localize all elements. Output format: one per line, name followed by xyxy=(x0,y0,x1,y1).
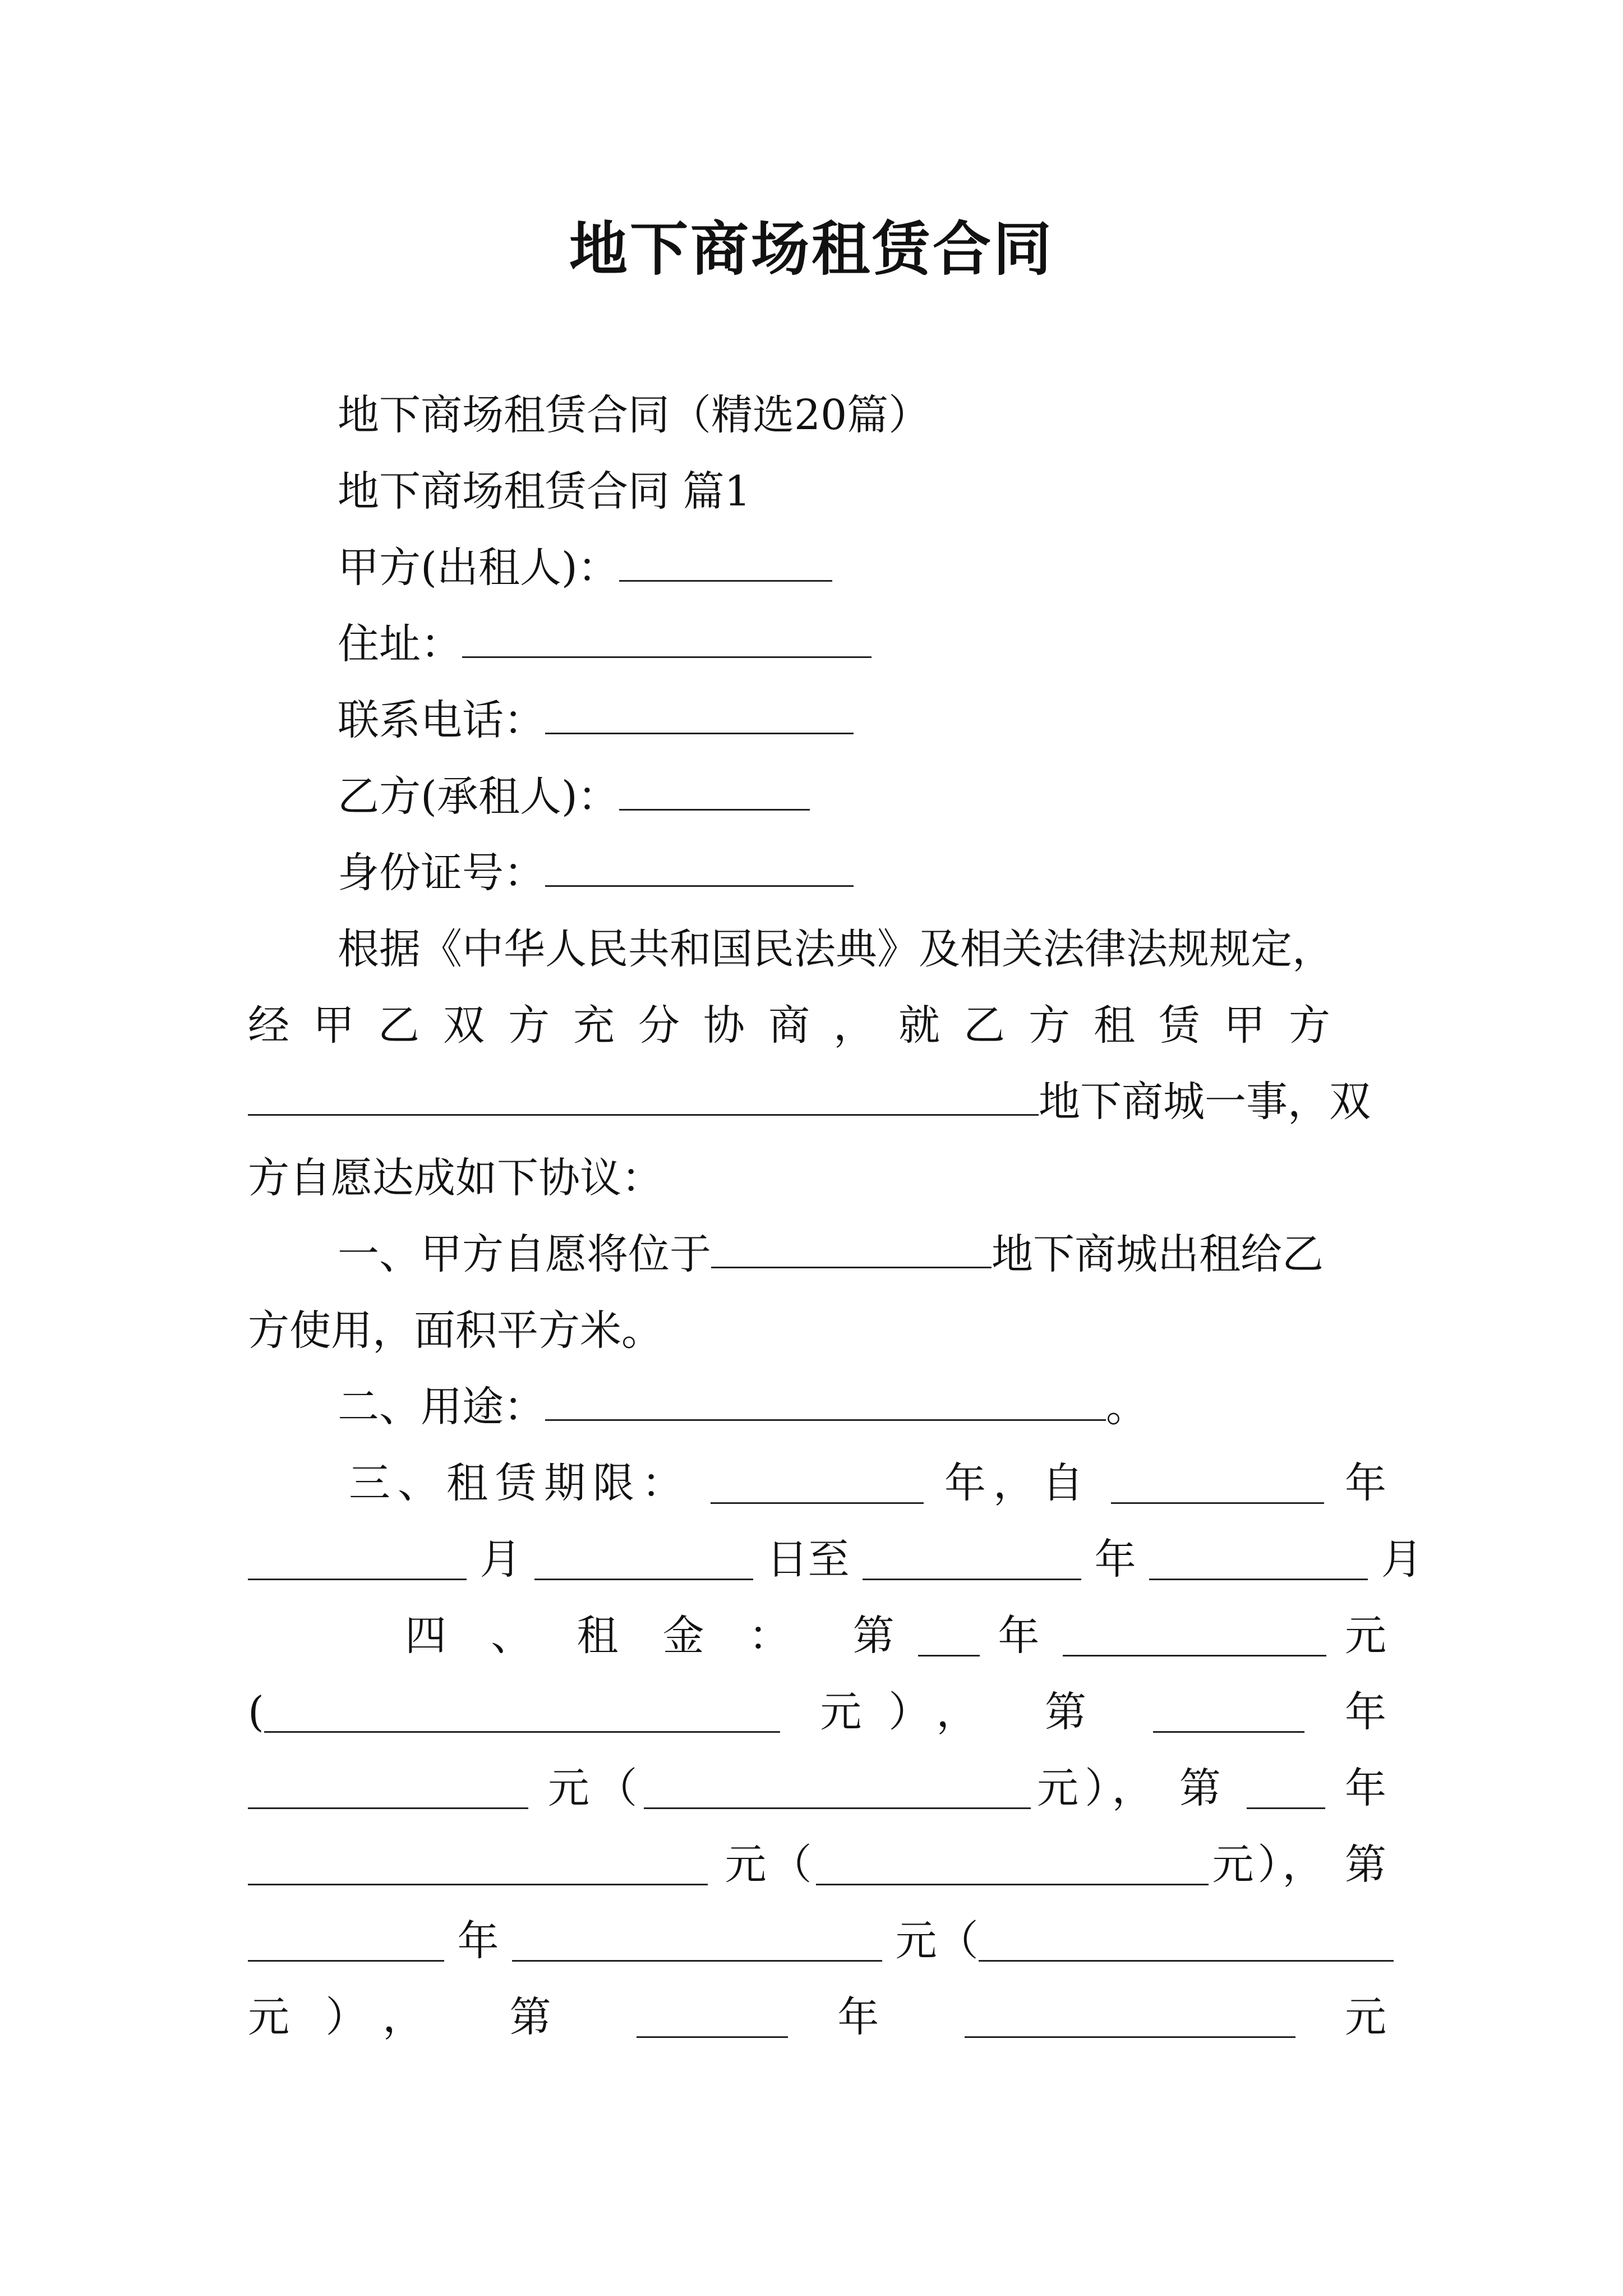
rent-amount-5-blank[interactable] xyxy=(965,1988,1295,2038)
rent-yuan-close-3: 元）， xyxy=(1208,1841,1328,1889)
clause-1-text-b: 地下商城出租给乙 xyxy=(992,1230,1324,1278)
party-b-blank[interactable] xyxy=(619,761,810,811)
rent-amount-1-blank[interactable] xyxy=(1063,1607,1326,1657)
intro-line-1 xyxy=(248,910,1386,988)
party-a-blank[interactable] xyxy=(619,532,832,582)
phone-line xyxy=(248,681,1386,760)
rent-yuan-2: 元 xyxy=(547,1764,596,1812)
clause-3-day-to: 日至 xyxy=(766,1535,850,1584)
location-blank[interactable] xyxy=(711,1218,992,1268)
rent-year-5-blank[interactable] xyxy=(637,1988,788,2038)
clause-3-label: 三、租赁期限： xyxy=(349,1459,690,1507)
rent-di-3: 第 xyxy=(1179,1764,1228,1812)
intro-text-3: 地下商城一事，双 xyxy=(1039,1078,1371,1126)
end-year-blank[interactable] xyxy=(863,1530,1081,1580)
clause-4-line-4 xyxy=(248,1825,1386,1904)
id-number-line xyxy=(248,834,1386,912)
rent-paren-1: ( xyxy=(248,1688,264,1736)
party-a-label: 甲方(出租人)： xyxy=(338,544,619,592)
document-subtitle xyxy=(248,376,1386,454)
address-blank[interactable] xyxy=(462,608,872,658)
clause-1-text-a: 一、甲方自愿将位于 xyxy=(338,1230,711,1278)
rent-yuan-close-2: 元）， xyxy=(1030,1764,1160,1812)
clause-4-line-1 xyxy=(248,1596,1386,1675)
rent-words-4-blank[interactable] xyxy=(979,1912,1394,1962)
rent-words-2-blank[interactable] xyxy=(644,1759,1031,1809)
intro-text-2: 经甲乙双方充分协商，就乙方租赁甲方 xyxy=(248,1001,1354,1050)
clause-4-line-6 xyxy=(248,1978,1386,2056)
rent-paren-3: （ xyxy=(770,1841,816,1889)
rent-yuan-1: 元 xyxy=(1344,1612,1386,1660)
id-number-label: 身份证号： xyxy=(338,849,545,897)
rent-di-4: 第 xyxy=(1345,1841,1386,1889)
clause-2-line xyxy=(248,1368,1386,1446)
address-label: 住址： xyxy=(338,620,462,668)
rent-words-3-blank[interactable] xyxy=(816,1835,1209,1885)
rent-di-5: 第 xyxy=(509,1993,588,2041)
document-title: 地下商场租赁合同 xyxy=(569,214,1054,283)
intro-line-2 xyxy=(248,986,1386,1065)
section-heading-text: 地下商场租赁合同 篇1 xyxy=(338,467,751,516)
party-b-label: 乙方(承租人)： xyxy=(338,772,619,821)
clause-4-label: 四、租金： xyxy=(405,1612,834,1660)
clause-3-year-1: 年 xyxy=(944,1459,993,1507)
rent-year-4-blank[interactable] xyxy=(248,1912,444,1962)
clause-4-line-2 xyxy=(248,1673,1386,1751)
rent-di-2: 第 xyxy=(1044,1688,1113,1736)
rent-yuan-close-1: 元）， xyxy=(820,1688,1005,1736)
rent-year-3-blank[interactable] xyxy=(1247,1759,1325,1809)
rent-yuan-close-4: 元）， xyxy=(248,1993,460,2041)
rent-words-1-blank[interactable] xyxy=(264,1683,780,1733)
rent-di-1: 第 xyxy=(852,1612,900,1660)
end-month-blank[interactable] xyxy=(1149,1530,1368,1580)
rent-year-5: 年 xyxy=(837,1993,915,2041)
clause-1-line-1 xyxy=(248,1215,1386,1294)
start-year-blank[interactable] xyxy=(1111,1454,1324,1504)
clause-3-year-3: 年 xyxy=(1094,1535,1136,1584)
rent-yuan-5: 元 xyxy=(1345,1993,1387,2041)
rent-year-3: 年 xyxy=(1345,1764,1386,1812)
party-b-line xyxy=(248,757,1386,836)
clause-3-line-1 xyxy=(248,1444,1386,1522)
id-number-blank[interactable] xyxy=(545,837,854,887)
rent-yuan-4: 元 xyxy=(895,1917,937,1965)
clause-3-from: ，自 xyxy=(993,1459,1091,1507)
clause-3-month-1: 月 xyxy=(479,1535,522,1584)
address-line xyxy=(248,605,1386,683)
start-month-blank[interactable] xyxy=(248,1530,467,1580)
clause-4-line-3 xyxy=(248,1749,1386,1828)
rent-year-4: 年 xyxy=(457,1917,499,1965)
clause-2-end: 。 xyxy=(1106,1383,1147,1431)
rent-amount-4-blank[interactable] xyxy=(512,1912,882,1962)
term-years-blank[interactable] xyxy=(711,1454,924,1504)
subtitle-text: 地下商场租赁合同（精选20篇） xyxy=(338,391,930,439)
phone-label: 联系电话： xyxy=(338,696,545,744)
rent-year-2: 年 xyxy=(1345,1688,1386,1736)
clause-3-month-2: 月 xyxy=(1381,1535,1423,1584)
intro-line-4 xyxy=(248,1139,1386,1217)
clause-1-line-2 xyxy=(248,1291,1386,1370)
usage-blank[interactable] xyxy=(545,1371,1106,1421)
premises-blank[interactable] xyxy=(248,1066,1039,1116)
rent-year-2-blank[interactable] xyxy=(1153,1683,1304,1733)
rent-yuan-3: 元 xyxy=(725,1841,771,1889)
clause-3-line-2 xyxy=(248,1520,1423,1599)
clause-2-label: 二、用途： xyxy=(338,1383,545,1431)
intro-text-1: 根据《中华人民共和国民法典》及相关法律法规规定， xyxy=(338,925,1334,973)
intro-line-3 xyxy=(248,1062,1386,1141)
rent-year-1-blank[interactable] xyxy=(918,1607,980,1657)
clause-4-line-5 xyxy=(248,1902,1386,1980)
rent-paren-4: （ xyxy=(937,1917,979,1965)
party-a-line xyxy=(248,528,1386,607)
rent-amount-2-blank[interactable] xyxy=(248,1759,528,1809)
clause-3-year-2: 年 xyxy=(1344,1459,1386,1507)
intro-text-4: 方自愿达成如下协议： xyxy=(248,1154,663,1202)
start-day-blank[interactable] xyxy=(534,1530,753,1580)
clause-1-text-c: 方使用，面积平方米。 xyxy=(248,1306,663,1355)
rent-year-1: 年 xyxy=(998,1612,1045,1660)
rent-paren-2: （ xyxy=(596,1764,644,1812)
rent-amount-3-blank[interactable] xyxy=(248,1835,708,1885)
section-heading xyxy=(248,452,1386,531)
phone-blank[interactable] xyxy=(545,684,854,734)
